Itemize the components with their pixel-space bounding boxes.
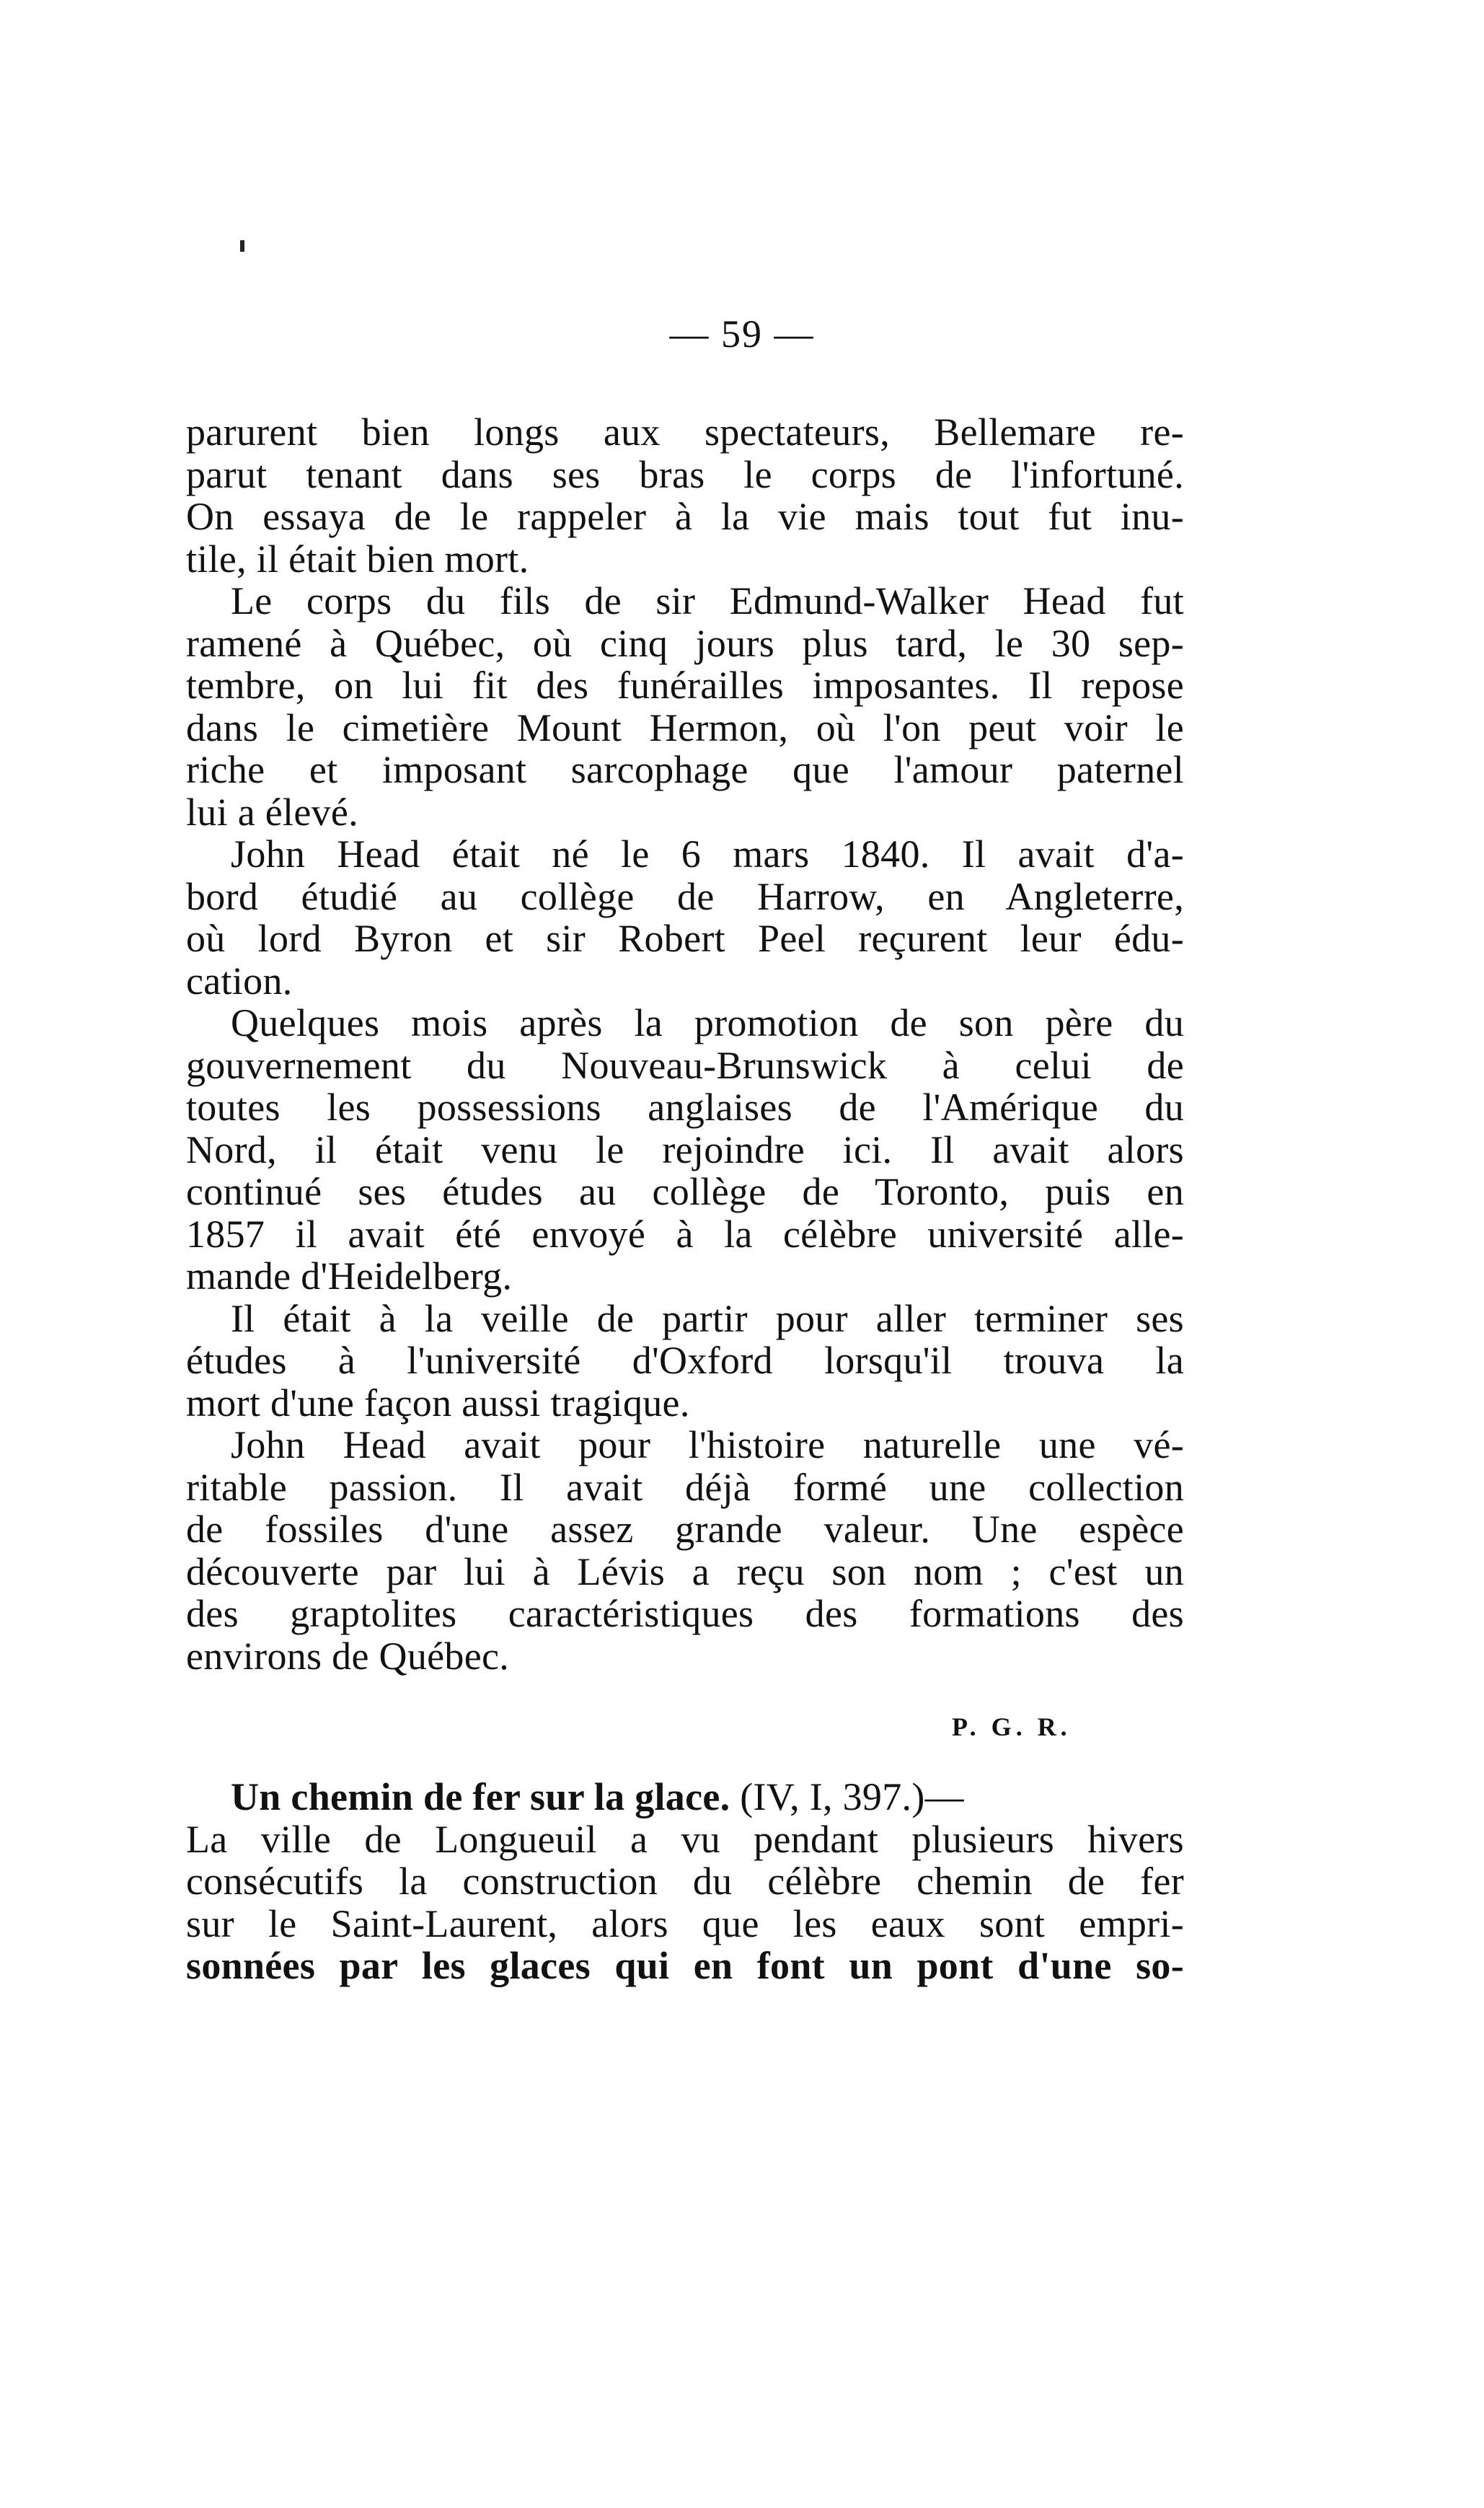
text-line: gouvernement du Nouveau-Brunswick à celui de (186, 1043, 1184, 1087)
text-line: où lord Byron et sir Robert Peel reçurent leur édu- (186, 917, 1184, 960)
article-reference: (IV, I, 397.)— (730, 1775, 964, 1818)
text-line: bord étudié au collège de Harrow, en Angleterre, (186, 874, 1184, 918)
page-number: — 59 — (669, 312, 815, 356)
text-line: environs de Québec. (186, 1634, 510, 1678)
text-line: Quelques mois après la promotion de son père du (231, 1001, 1184, 1044)
article-heading: Un chemin de fer sur la glace. (231, 1775, 730, 1818)
text-line: La ville de Longueuil a vu pendant plusieurs hivers (186, 1817, 1184, 1861)
article-heading-line (186, 1776, 1184, 1818)
text-line: ritable passion. Il avait déjà formé une collection (186, 1465, 1184, 1509)
text-line: On essaya de le rappeler à la vie mais tout fut inu- (186, 495, 1184, 538)
text-line: parut tenant dans ses bras le corps de l'infortuné. (186, 452, 1184, 496)
text-line: dans le cimetière Mount Hermon, où l'on peut voir le (186, 705, 1184, 749)
text-line: toutes les possessions anglaises de l'Amérique du (186, 1086, 1184, 1129)
text-line: mort d'une façon aussi tragique. (186, 1381, 690, 1425)
text-line: sur le Saint-Laurent, alors que les eaux sont empri- (186, 1901, 1184, 1945)
article-section (186, 1776, 1184, 1987)
text-line: riche et imposant sarcophage que l'amour paternel (186, 748, 1184, 791)
text-line: ramené à Québec, où cinq jours plus tard, le 30 sep- (186, 621, 1184, 665)
text-line: sonnées par les glaces qui en font un pont d'une so- (186, 1944, 1184, 1987)
text-line: de fossiles d'une assez grande valeur. Une espèce (186, 1508, 1184, 1551)
article-body (186, 411, 1184, 1677)
text-line: parurent bien longs aux spectateurs, Bellemare re- (186, 410, 1184, 454)
text-line: John Head avait pour l'histoire naturelle une vé- (231, 1423, 1184, 1466)
text-line: lui a élevé. (186, 790, 358, 834)
text-line: Nord, il était venu le rejoindre ici. Il avait alors (186, 1127, 1184, 1171)
text-line: tile, il était bien mort. (186, 537, 529, 581)
text-line: 1857 il avait été envoyé à la célèbre université alle- (186, 1212, 1184, 1256)
text-line: consécutifs la construction du célèbre chemin de fer (186, 1860, 1184, 1903)
text-line: continué ses études au collège de Toronto, puis en (186, 1170, 1184, 1213)
text-line: études à l'université d'Oxford lorsqu'il trouva la (186, 1339, 1184, 1382)
text-line: cation. (186, 959, 293, 1003)
text-line: John Head était né le 6 mars 1840. Il avait d'a- (231, 832, 1184, 876)
margin-speck (240, 240, 244, 252)
text-line: Il était à la veille de partir pour aller terminer ses (231, 1296, 1184, 1340)
text-line: Le corps du fils de sir Edmund-Walker Head fut (231, 579, 1184, 622)
text-line: découverte par lui à Lévis a reçu son nom ; c'est un (186, 1549, 1184, 1593)
text-line: des graptolites caractéristiques des formations des (186, 1592, 1184, 1635)
author-signature: P. G. R. (952, 1712, 1072, 1741)
text-line: tembre, on lui fit des funérailles imposantes. Il repose (186, 664, 1184, 707)
text-line: mande d'Heidelberg. (186, 1254, 513, 1298)
